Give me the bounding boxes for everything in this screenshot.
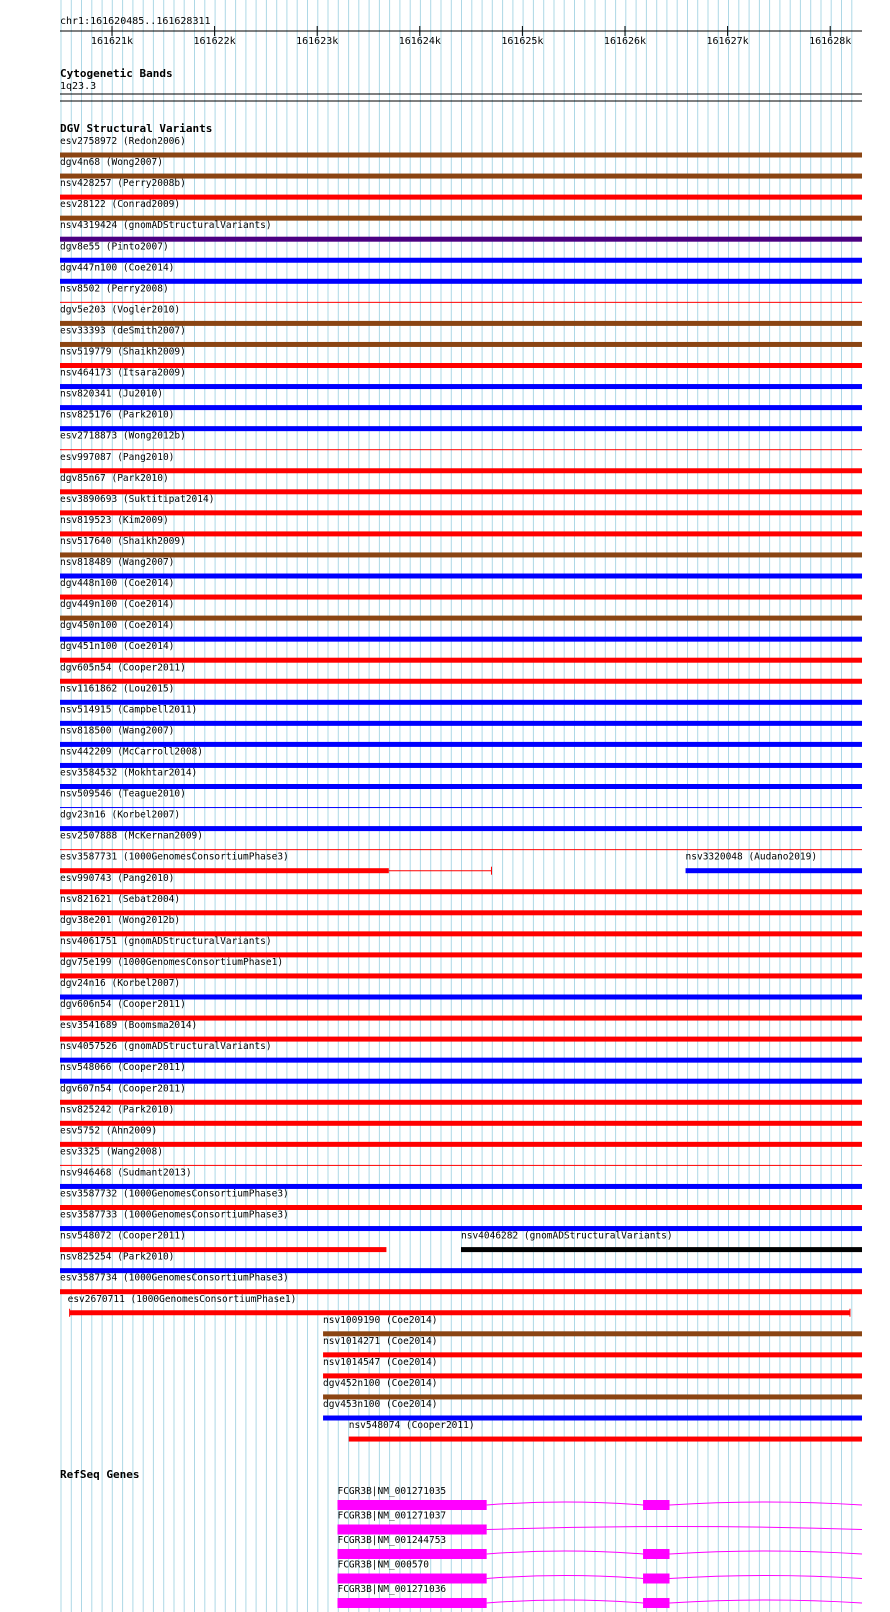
gene-intron — [487, 1576, 862, 1579]
variant-bar[interactable] — [60, 721, 862, 726]
gene-exon[interactable] — [337, 1598, 486, 1608]
variant-label: dgv8e55 (Pinto2007) — [60, 241, 169, 253]
ruler-tick-label: 161623k — [296, 36, 339, 47]
variant-bar[interactable] — [60, 679, 862, 684]
variant-label: nsv1009190 (Coe2014) — [323, 1314, 438, 1326]
variant-label: dgv4n68 (Wong2007) — [60, 157, 163, 169]
gene-intron — [487, 1551, 862, 1554]
variant-label: dgv5e203 (Vogler2010) — [60, 304, 181, 316]
variant-label: nsv4057526 (gnomADStructuralVariants) — [60, 1041, 272, 1053]
gene-intron — [487, 1502, 862, 1505]
variant-bar[interactable] — [60, 237, 862, 242]
variant-bar[interactable] — [60, 510, 862, 515]
variant-label: dgv24n16 (Korbel2007) — [60, 978, 181, 989]
variant-bar[interactable] — [60, 849, 862, 850]
variant-bar[interactable] — [60, 1165, 862, 1166]
variant-bar[interactable] — [60, 574, 862, 579]
variant-label: nsv1014271 (Coe2014) — [323, 1335, 438, 1347]
variant-label: esv997087 (Pang2010) — [60, 451, 175, 463]
variant-label: esv3587732 (1000GenomesConsortiumPhase3) — [60, 1188, 289, 1200]
variant-label: esv2670711 (1000GenomesConsortiumPhase1) — [67, 1293, 297, 1305]
variant-bar[interactable] — [60, 616, 862, 621]
variant-bar[interactable] — [60, 302, 862, 303]
variant-label: dgv606n54 (Cooper2011) — [60, 999, 186, 1011]
variant-bar[interactable] — [70, 1310, 850, 1315]
gene-exon[interactable] — [643, 1574, 669, 1584]
variant-label: nsv548072 (Cooper2011) — [60, 1230, 186, 1242]
variant-label: esv28122 (Conrad2009) — [60, 199, 181, 211]
variant-label: dgv452n100 (Coe2014) — [323, 1377, 438, 1389]
variant-bar[interactable] — [60, 973, 862, 978]
variant-label: esv3584532 (Mokhtar2014) — [60, 767, 198, 779]
variant-label: nsv820341 (Ju2010) — [60, 388, 163, 400]
variant-label: nsv548074 (Cooper2011) — [348, 1420, 475, 1432]
variant-label: nsv821621 (Sebat2004) — [60, 893, 181, 905]
variant-label: esv2758972 (Redon2006) — [60, 136, 186, 147]
variant-label: nsv825242 (Park2010) — [60, 1104, 175, 1116]
ruler-tick-label: 161624k — [398, 36, 441, 47]
variant-bar[interactable] — [60, 384, 862, 389]
variant-label: nsv519779 (Shaikh2009) — [60, 346, 186, 358]
variant-label: esv3325 (Wang2008) — [60, 1146, 163, 1158]
variant-bar[interactable] — [60, 195, 862, 200]
variant-label: nsv4046282 (gnomADStructuralVariants) — [461, 1230, 673, 1242]
variant-bar[interactable] — [60, 468, 862, 473]
variant-label: nsv4061751 (gnomADStructuralVariants) — [60, 935, 272, 947]
gene-exon[interactable] — [337, 1500, 486, 1510]
variant-label: nsv464173 (Itsara2009) — [60, 367, 186, 379]
ruler-tick-label: 161626k — [603, 36, 647, 47]
gene-exon[interactable] — [643, 1500, 669, 1510]
variant-label: nsv4319424 (gnomADStructuralVariants) — [60, 220, 272, 232]
variant-label: nsv946468 (Sudmant2013) — [60, 1167, 192, 1179]
variant-bar[interactable] — [60, 449, 862, 450]
gene-label: FCGR3B|NM_001244753 — [337, 1535, 447, 1546]
variant-label: nsv1014547 (Coe2014) — [323, 1356, 438, 1368]
variant-bar[interactable] — [349, 1437, 862, 1442]
variant-label: nsv8502 (Perry2008) — [60, 283, 169, 295]
variant-label: nsv818489 (Wang2007) — [60, 557, 175, 568]
variant-label: nsv548066 (Cooper2011) — [60, 1062, 186, 1074]
variant-bar[interactable] — [60, 807, 862, 808]
gene-exon[interactable] — [337, 1574, 486, 1584]
ruler-tick-label: 161628k — [809, 36, 852, 47]
variant-label: dgv85n67 (Park2010) — [60, 472, 169, 484]
variant-label: dgv447n100 (Coe2014) — [60, 262, 175, 274]
cytoband-label: 1q23.3 — [60, 81, 97, 92]
variant-bar[interactable] — [60, 153, 862, 158]
variant-bar[interactable] — [60, 595, 862, 600]
gene-intron — [487, 1527, 862, 1530]
variant-label: esv990743 (Pang2010) — [60, 872, 175, 884]
coordinate-label: chr1:161620485..161628311 — [60, 16, 211, 27]
variant-label: esv3890693 (Suktitipat2014) — [60, 493, 215, 505]
refseq-features — [337, 1486, 862, 1608]
variant-label: esv2718873 (Wong2012b) — [60, 430, 186, 442]
variant-label: dgv605n54 (Cooper2011) — [60, 662, 186, 674]
variant-bar[interactable] — [60, 1121, 862, 1126]
background-grid — [61, 0, 852, 1612]
variant-bar[interactable] — [60, 1100, 862, 1105]
variant-bar[interactable] — [686, 868, 862, 873]
dgv-title: DGV Structural Variants — [60, 122, 213, 135]
variant-label: esv3541689 (Boomsma2014) — [60, 1020, 198, 1032]
variant-bar[interactable] — [461, 1247, 862, 1252]
variant-label: nsv428257 (Perry2008b) — [60, 178, 186, 190]
variant-label: nsv819523 (Kim2009) — [60, 514, 169, 526]
variant-label: dgv23n16 (Korbel2007) — [60, 809, 181, 821]
variant-label: dgv448n100 (Coe2014) — [60, 578, 175, 590]
variant-label: dgv449n100 (Coe2014) — [60, 599, 175, 611]
variant-bar[interactable] — [60, 1142, 862, 1147]
ruler-tick-label: 161627k — [706, 36, 749, 47]
variant-label: esv3587731 (1000GenomesConsortiumPhase3) — [60, 851, 289, 863]
variant-label: dgv453n100 (Coe2014) — [323, 1399, 438, 1410]
variant-label: esv3587733 (1000GenomesConsortiumPhase3) — [60, 1209, 289, 1221]
cytoband-title: Cytogenetic Bands — [60, 67, 173, 80]
variant-label: nsv1161862 (Lou2015) — [60, 683, 175, 695]
variant-bar[interactable] — [60, 552, 862, 557]
variant-label: nsv3320048 (Audano2019) — [685, 851, 818, 863]
variant-label: esv2507888 (McKernan2009) — [60, 830, 203, 842]
ruler-tick-label: 161621k — [90, 36, 134, 47]
gene-label: FCGR3B|NM_000570 — [337, 1559, 430, 1571]
variant-label: nsv818500 (Wang2007) — [60, 725, 175, 737]
ruler-tick-label: 161622k — [193, 36, 236, 47]
variant-label: esv3587734 (1000GenomesConsortiumPhase3) — [60, 1272, 289, 1284]
ruler-tick-label: 161625k — [501, 36, 544, 47]
variant-label: nsv442209 (McCarroll2008) — [60, 746, 203, 758]
variant-bar[interactable] — [60, 910, 862, 915]
gene-exon[interactable] — [337, 1549, 486, 1559]
variant-label: nsv514915 (Campbell2011) — [60, 704, 198, 716]
gene-intron — [487, 1600, 862, 1603]
gene-label: FCGR3B|NM_001271037 — [337, 1510, 447, 1522]
gene-exon[interactable] — [643, 1549, 669, 1559]
variant-label: dgv451n100 (Coe2014) — [60, 641, 175, 653]
variant-bar[interactable] — [60, 258, 862, 263]
variant-label: dgv450n100 (Coe2014) — [60, 620, 175, 632]
variant-bar[interactable] — [60, 405, 862, 410]
variant-label: nsv509546 (Teague2010) — [60, 788, 186, 800]
variant-label: dgv38e201 (Wong2012b) — [60, 914, 181, 926]
gene-label: FCGR3B|NM_001271035 — [337, 1486, 447, 1497]
variant-label: dgv607n54 (Cooper2011) — [60, 1083, 186, 1095]
gene-exon[interactable] — [643, 1598, 669, 1608]
variant-label: nsv517640 (Shaikh2009) — [60, 535, 186, 547]
gene-exon[interactable] — [337, 1525, 486, 1535]
refseq-title: RefSeq Genes — [60, 1468, 140, 1481]
variant-bar[interactable] — [60, 889, 862, 894]
variant-label: nsv825254 (Park2010) — [60, 1251, 175, 1263]
variant-label: esv33393 (deSmith2007) — [60, 325, 186, 337]
variant-label: esv5752 (Ahn2009) — [60, 1125, 158, 1137]
variant-label: dgv75e199 (1000GenomesConsortiumPhase1) — [60, 956, 284, 968]
gene-label: FCGR3B|NM_001271036 — [337, 1584, 447, 1595]
variant-bar[interactable] — [60, 279, 862, 284]
variant-bar[interactable] — [60, 637, 862, 642]
variant-label: nsv825176 (Park2010) — [60, 409, 175, 421]
